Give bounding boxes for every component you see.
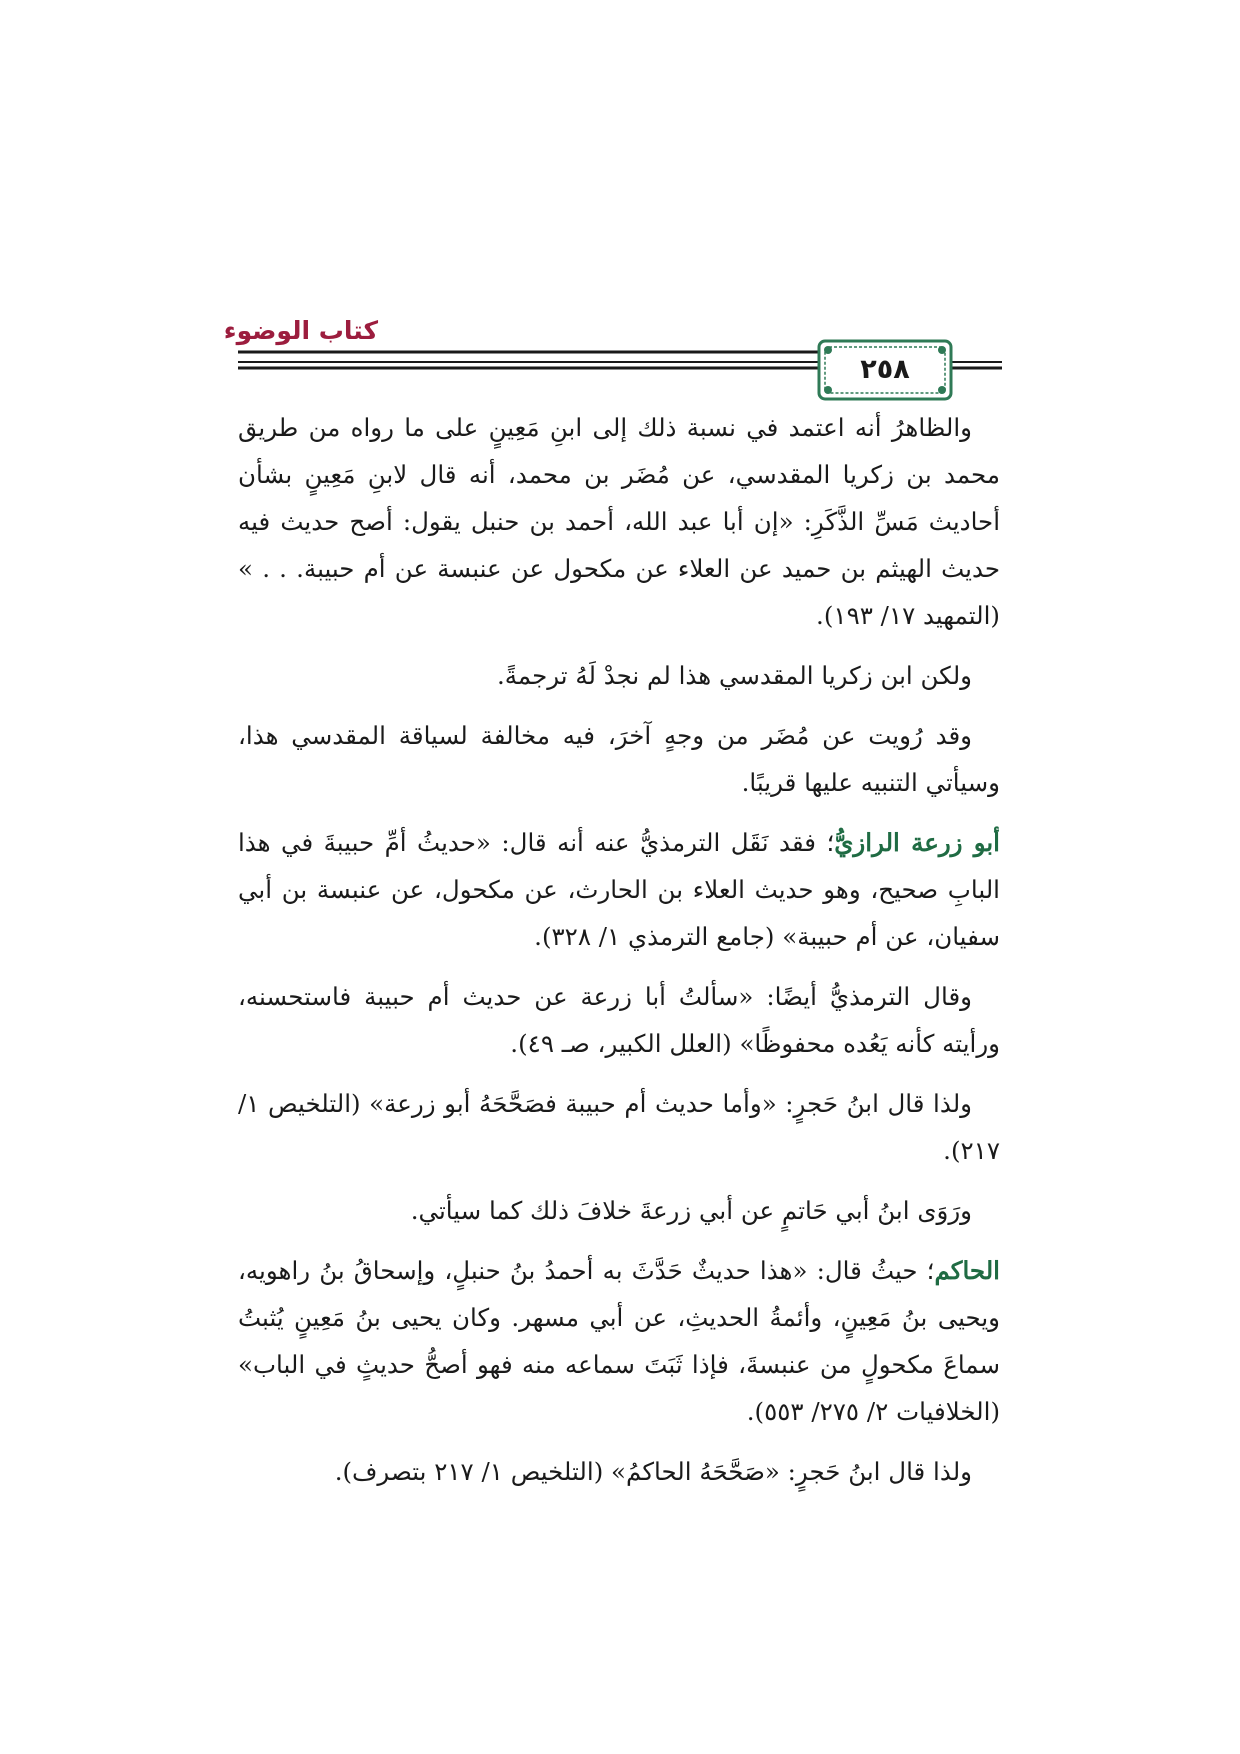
- paragraph-text: ولذا قال ابنُ حَجرٍ: «وأما حديث أم حبيبة فصَحَّحَهُ أبو زرعة» (التلخيص ١/ ٢١٧).: [238, 1089, 1000, 1165]
- paragraph-text: وقد رُويت عن مُضَر من وجهٍ آخرَ، فيه مخالفة لسياقة المقدسي هذا، وسيأتي التنبيه عليها قريبًا.: [238, 721, 1000, 797]
- paragraph-tirmidhi: [238, 973, 1000, 1067]
- page-body: [238, 404, 1000, 1508]
- paragraph-text: ولكن ابن زكريا المقدسي هذا لم نجدْ لَهُ ترجمةً.: [496, 661, 972, 690]
- paragraph-text: ؛ حيثُ قال: «هذا حديثٌ حَدَّثَ به أحمدُ بنُ حنبلٍ، وإسحاقُ بنُ راهويه، ويحيى بنُ مَعِينٍ، وأئمةُ الحديثِ، عن أبي مسهر. وكان يحيى بنُ مَعِينٍ يُثبتُ سماعَ مكحولٍ من عنبسةَ، فإذا ثَبَتَ سماعه منه فهو أصحُّ حديثٍ في الباب» (الخلافيات ٢/ ٢٧٥/ ٥٥٣).: [238, 1256, 1000, 1426]
- paragraph-abu-zurah: [238, 819, 1000, 960]
- paragraph-text: ولذا قال ابنُ حَجرٍ: «صَحَّحَهُ الحاكمُ» (التلخيص ١/ ٢١٧ بتصرف).: [334, 1457, 972, 1486]
- paragraph-ibn-hajar-2: [238, 1448, 1000, 1495]
- paragraph-note-maqdisi: [238, 652, 1000, 699]
- paragraph-text: ؛ فقد نَقَل الترمذيُّ عنه أنه قال: «حديثُ أمِّ حبيبةَ في هذا البابِ صحيح، وهو حديث العلاء بن الحارث، عن مكحول، عن عنبسة بن أبي سفيان، عن أم حبيبة» (جامع الترمذي ١/ ٣٢٨).: [238, 828, 1000, 951]
- paragraph-lead-name: الحاكم: [934, 1256, 1000, 1285]
- paragraph-text: ورَوَى ابنُ أبي حَاتمٍ عن أبي زرعةَ خلافَ ذلك كما سيأتي.: [410, 1196, 972, 1225]
- paragraph-ibn-hajar-1: [238, 1080, 1000, 1174]
- paragraph-lead-name: أبو زرعة الرازيُّ: [834, 828, 1000, 857]
- paragraph-intro: [238, 404, 1000, 639]
- header-rule: [0, 0, 1240, 430]
- paragraph-mudar: [238, 712, 1000, 806]
- paragraph-hakim: [238, 1247, 1000, 1435]
- page-header: [0, 0, 1240, 430]
- page-number: ٢٥٨: [860, 354, 910, 385]
- paragraph-text: وقال الترمذيُّ أيضًا: «سألتُ أبا زرعة عن حديث أم حبيبة فاستحسنه، ورأيته كأنه يَعُده محفوظًا» (العلل الكبير، صـ ٤٩).: [238, 982, 1000, 1058]
- book-title: كتاب الوضوء: [223, 316, 378, 345]
- paragraph-text: والظاهرُ أنه اعتمد في نسبة ذلك إلى ابنِ مَعِينٍ على ما رواه من طريق محمد بن زكريا المقدسي، عن مُضَر بن محمد، أنه قال لابنِ مَعِينٍ بشأن أحاديث مَسِّ الذَّكَرِ: «إن أبا عبد الله، أحمد بن حنبل يقول: أصح حديث فيه حديث الهيثم بن حميد عن العلاء عن مكحول عن عنبسة عن أم حبيبة. . . » (التمهيد ١٧/ ١٩٣).: [238, 413, 1000, 630]
- paragraph-ibn-abi-hatim: [238, 1187, 1000, 1234]
